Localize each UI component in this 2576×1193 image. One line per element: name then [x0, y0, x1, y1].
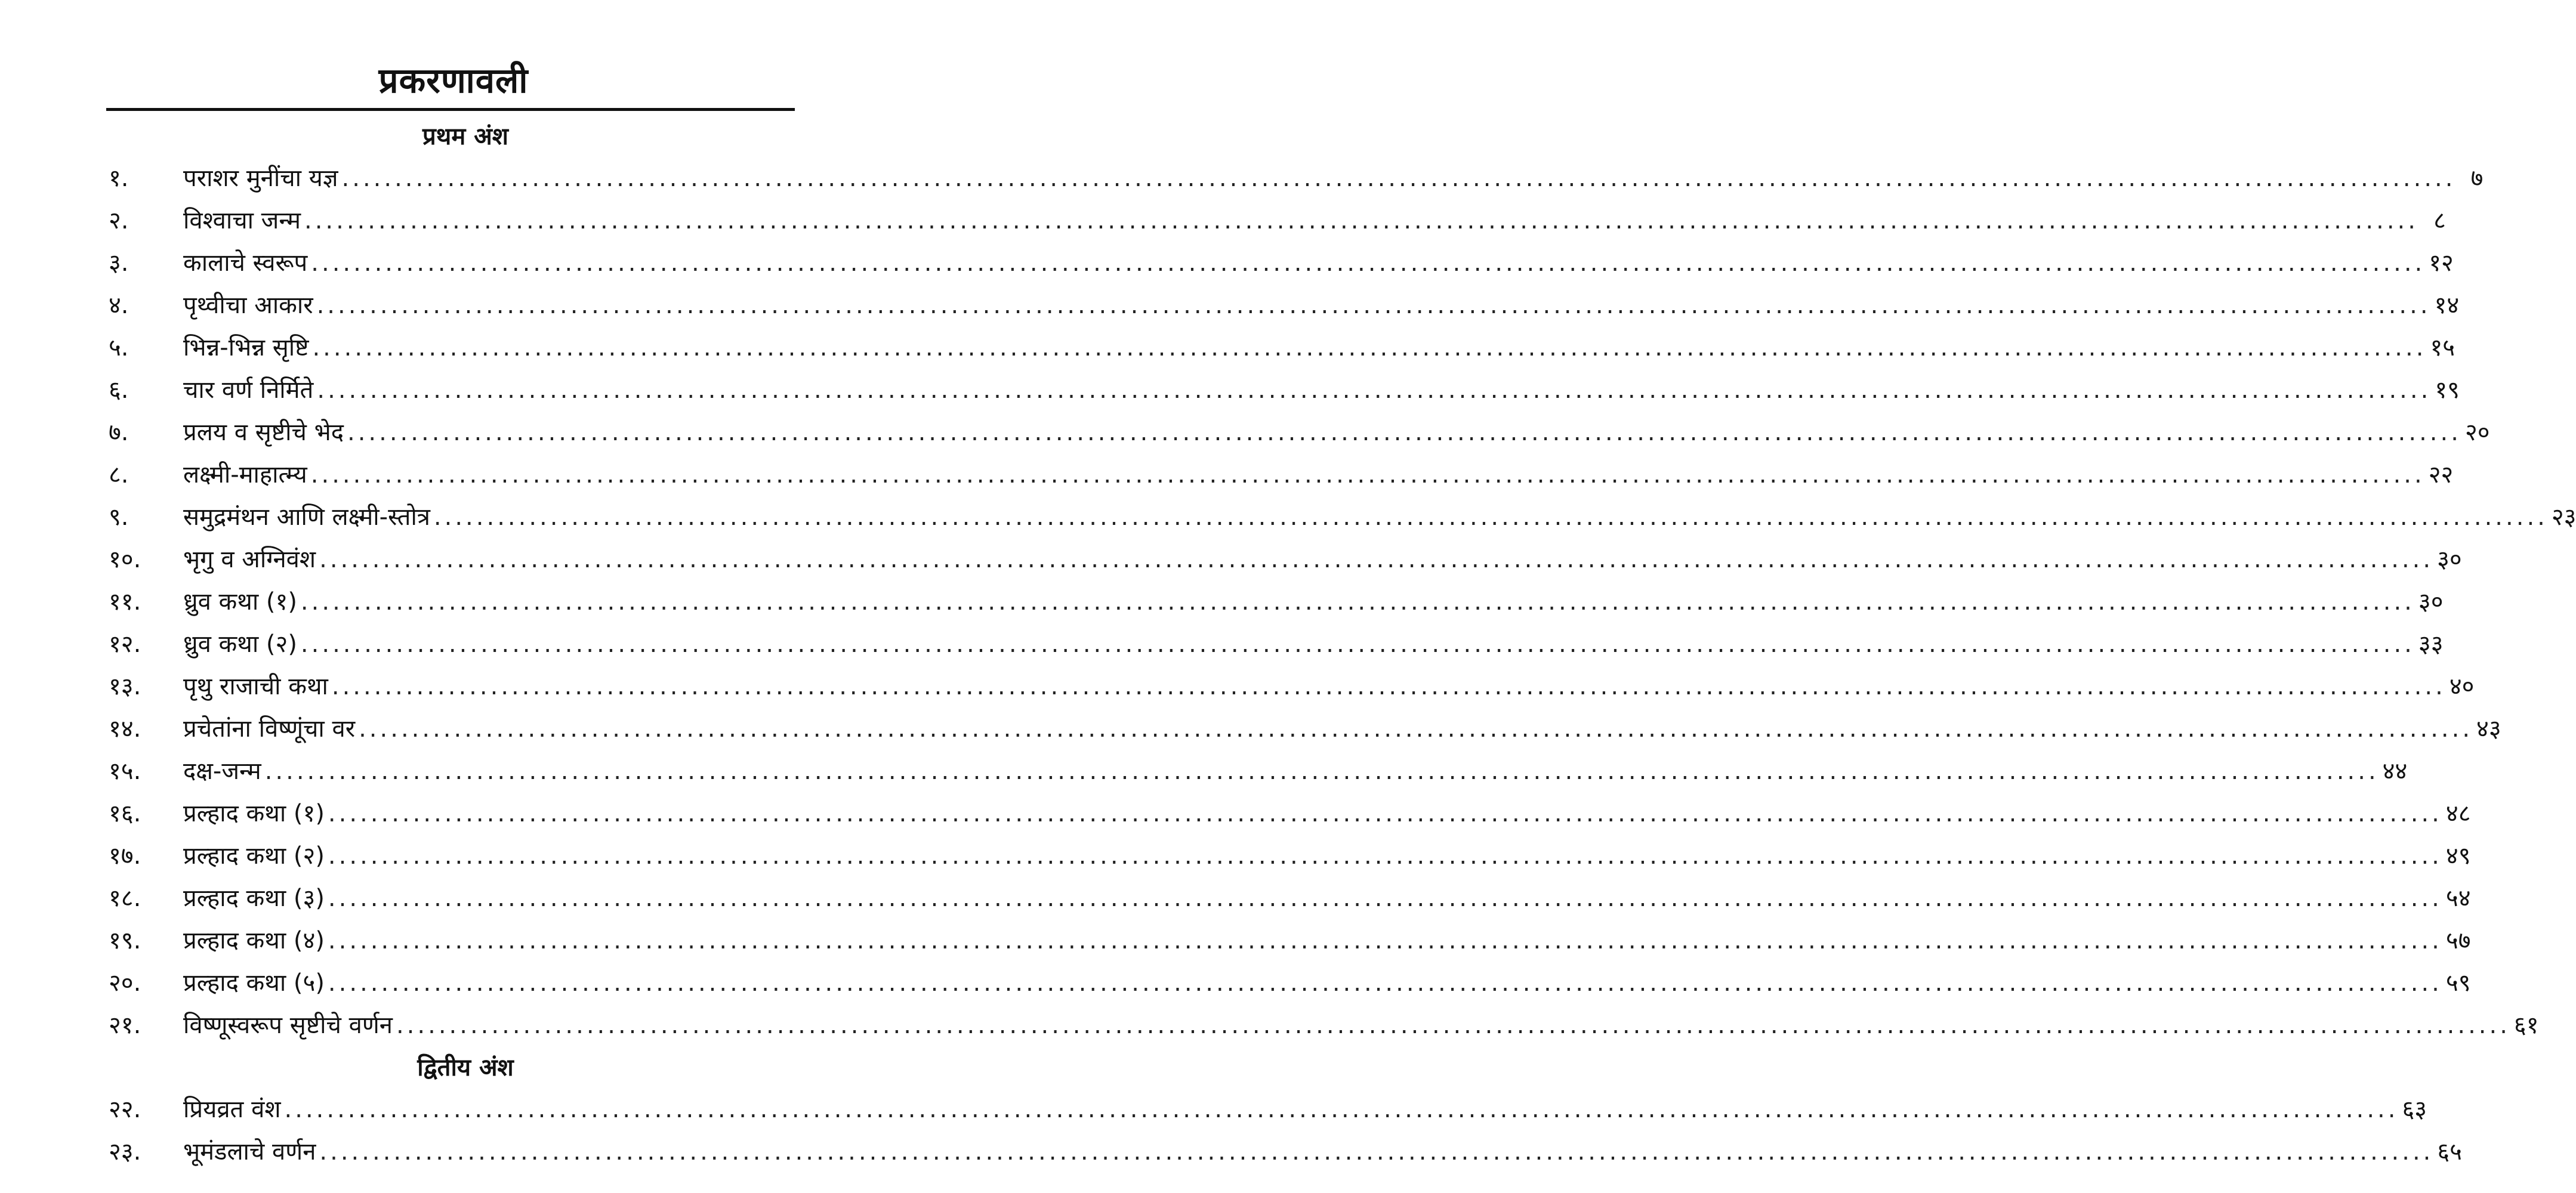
chapter-title: प्रल्हाद कथा (२): [183, 842, 325, 870]
dot-leader: ........................................................................................................................................................................................................: [328, 927, 2442, 954]
chapter-title: प्रल्हाद कथा (४): [183, 927, 325, 954]
dot-leader: ........................................................................................................................................................................................................: [331, 673, 2446, 700]
chapter-number: १८.: [109, 885, 141, 912]
dot-leader: ........................................................................................................................................................................................................: [319, 1138, 2434, 1166]
page-number: ४९: [2445, 842, 2471, 870]
dot-leader: ........................................................................................................................................................................................................: [311, 249, 2426, 277]
dot-leader: ........................................................................................................................................................................................................: [328, 885, 2442, 912]
dot-leader: ........................................................................................................................................................................................................: [328, 969, 2442, 997]
dot-leader: ........................................................................................................................................................................................................: [341, 165, 2456, 192]
toc-entry: [107, 157, 2484, 200]
page-number: २०: [2464, 419, 2490, 446]
chapter-title: प्रियव्रत वंश: [183, 1096, 281, 1123]
toc-entry: [107, 877, 2471, 920]
page-number: ४८: [2445, 800, 2471, 827]
page-number: ५९: [2445, 969, 2471, 997]
chapter-number: ११.: [109, 588, 141, 616]
chapter-number: १५.: [109, 758, 141, 785]
chapter-title: समुद्रमंथन आणि लक्ष्मी-स्तोत्र: [183, 503, 430, 531]
toc-entry: [107, 835, 2471, 877]
page-number: ३३: [2418, 631, 2444, 658]
page-number: ५४: [2445, 885, 2471, 912]
dot-leader: ........................................................................................................................................................................................................: [284, 1096, 2399, 1123]
chapter-number: १.: [109, 165, 129, 192]
page-number: २२: [2428, 461, 2454, 489]
table-of-contents: [107, 116, 2576, 1173]
chapter-number: १३.: [109, 673, 141, 700]
title-underline: [106, 108, 795, 111]
page-number: १४: [2434, 292, 2460, 319]
toc-entry: [107, 666, 2475, 708]
dot-leader: ........................................................................................................................................................................................................: [328, 842, 2442, 870]
toc-entry: [107, 200, 2446, 242]
toc-entry: [107, 242, 2454, 285]
chapter-number: २३.: [109, 1138, 141, 1166]
page-number: ६१: [2513, 1012, 2539, 1039]
page-number: ५७: [2445, 927, 2471, 954]
page-number: ७: [2470, 165, 2484, 192]
page-number: ४४: [2382, 758, 2408, 785]
chapter-title: भूमंडलाचे वर्णन: [183, 1138, 316, 1166]
page-number: १९: [2435, 376, 2460, 404]
page-number: ६३: [2402, 1096, 2427, 1123]
chapter-number: ६.: [109, 376, 129, 404]
toc-entry: [107, 539, 2462, 581]
dot-leader: ........................................................................................................................................................................................................: [300, 588, 2415, 616]
toc-entry: [107, 962, 2471, 1005]
chapter-title: पृथ्वीचा आकार: [183, 292, 313, 319]
chapter-title: दक्ष-जन्म: [183, 758, 261, 785]
dot-leader: ........................................................................................................................................................................................................: [310, 461, 2425, 489]
page-number: १२: [2429, 249, 2454, 277]
toc-entry: [107, 327, 2455, 369]
chapter-number: ३.: [109, 249, 129, 277]
dot-leader: ........................................................................................................................................................................................................: [312, 334, 2427, 361]
toc-entry: [107, 1131, 2462, 1173]
dot-leader: ........................................................................................................................................................................................................: [396, 1012, 2510, 1039]
toc-entry: [107, 369, 2460, 412]
toc-entry: [107, 454, 2454, 496]
chapter-number: ४.: [109, 292, 129, 319]
dot-leader: ........................................................................................................................................................................................................: [319, 546, 2434, 573]
toc-entry: [107, 496, 2576, 539]
chapter-title: पृथु राजाची कथा: [183, 673, 328, 700]
chapter-title: चार वर्ण निर्मिते: [183, 376, 314, 404]
toc-entry: [107, 793, 2471, 835]
chapter-number: १४.: [109, 715, 141, 743]
chapter-title: ध्रुव कथा (२): [183, 631, 297, 658]
dot-leader: ........................................................................................................................................................................................................: [264, 758, 2379, 785]
dot-leader: ........................................................................................................................................................................................................: [359, 715, 2473, 743]
chapter-number: २२.: [109, 1096, 141, 1123]
chapter-title: कालाचे स्वरूप: [183, 249, 308, 277]
page-number: ४३: [2476, 715, 2501, 743]
chapter-title: भिन्न-भिन्न सृष्टि: [183, 334, 309, 361]
toc-entry: [107, 412, 2490, 454]
chapter-title: भृगु व अग्निवंश: [183, 546, 316, 573]
toc-entry: [107, 285, 2460, 327]
chapter-number: ५.: [109, 334, 129, 361]
chapter-title: विष्णूस्वरूप सृष्टीचे वर्णन: [183, 1012, 393, 1039]
toc-entry: [107, 623, 2444, 666]
chapter-number: ९.: [109, 503, 129, 531]
page-number: २३: [2551, 503, 2576, 531]
page-title: प्रकरणावली: [378, 60, 529, 101]
chapter-title: ध्रुव कथा (१): [183, 588, 297, 616]
chapter-title: पराशर मुनींचा यज्ञ: [183, 165, 338, 192]
chapter-number: १७.: [109, 842, 141, 870]
dot-leader: ........................................................................................................................................................................................................: [328, 800, 2442, 827]
toc-entry: [107, 750, 2408, 793]
section-heading: द्वितीय अंश: [417, 1054, 514, 1081]
chapter-title: प्रचेतांना विष्णूंचा वर: [183, 715, 356, 743]
dot-leader: ........................................................................................................................................................................................................: [304, 207, 2418, 234]
page-number: ४०: [2449, 673, 2475, 700]
section-heading: प्रथम अंश: [422, 123, 508, 150]
dot-leader: ........................................................................................................................................................................................................: [317, 376, 2432, 404]
chapter-number: २१.: [109, 1012, 141, 1039]
chapter-title: विश्वाचा जन्म: [183, 207, 301, 234]
page-number: ३०: [2437, 546, 2462, 573]
toc-entry: [107, 1089, 2427, 1131]
chapter-number: ८.: [109, 461, 129, 489]
chapter-number: १२.: [109, 631, 141, 658]
toc-entry: [107, 581, 2444, 623]
page-number: ३०: [2418, 588, 2444, 616]
chapter-title: लक्ष्मी-माहात्म्य: [183, 461, 307, 489]
page-number: ६५: [2437, 1138, 2462, 1166]
page-number: ८: [2433, 207, 2446, 234]
dot-leader: ........................................................................................................................................................................................................: [300, 631, 2415, 658]
chapter-title: प्रलय व सृष्टीचे भेद: [183, 419, 344, 446]
chapter-number: १६.: [109, 800, 141, 827]
chapter-number: २.: [109, 207, 129, 234]
chapter-number: २०.: [109, 969, 141, 997]
dot-leader: ........................................................................................................................................................................................................: [347, 419, 2461, 446]
toc-entry: [107, 1005, 2539, 1047]
chapter-number: ७.: [109, 419, 129, 446]
page-number: १५: [2430, 334, 2455, 361]
toc-entry: [107, 920, 2471, 962]
toc-entry: [107, 708, 2501, 750]
chapter-title: प्रल्हाद कथा (१): [183, 800, 325, 827]
contents-page: [107, 57, 2576, 1173]
dot-leader: ........................................................................................................................................................................................................: [433, 503, 2548, 531]
chapter-title: प्रल्हाद कथा (३): [183, 885, 325, 912]
dot-leader: ........................................................................................................................................................................................................: [316, 292, 2431, 319]
chapter-number: १०.: [109, 546, 141, 573]
chapter-title: प्रल्हाद कथा (५): [183, 969, 325, 997]
chapter-number: १९.: [109, 927, 141, 954]
